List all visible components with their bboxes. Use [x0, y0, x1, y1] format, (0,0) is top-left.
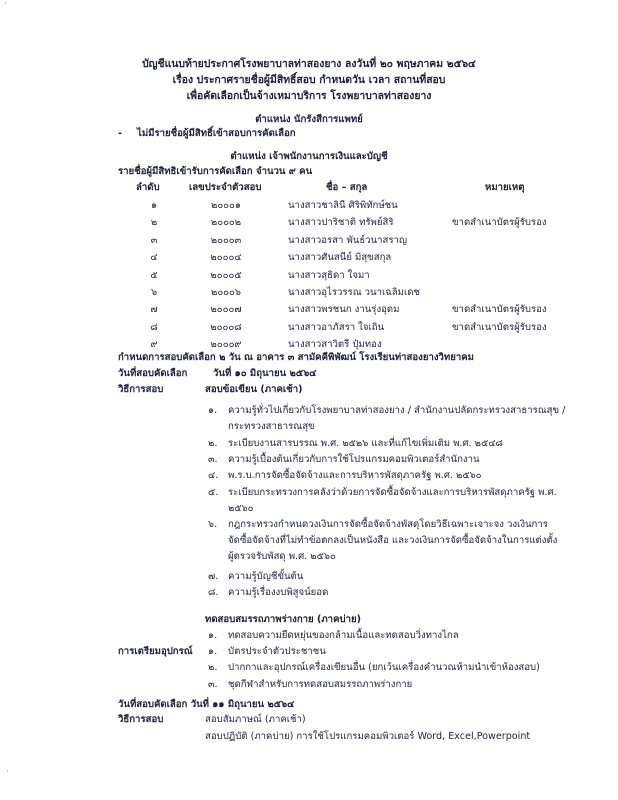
position-2-title: ตำแหน่ง เจ้าพนักงานการเงินและบัญชี — [230, 151, 388, 162]
cell-note: ขาดสำเนาบัตรผู้รับรอง — [452, 322, 547, 333]
cell-id: ๒๐๐๐๘ — [210, 322, 242, 333]
written-item-text: ระเบียบงานสารบรรณ พ.ศ. ๒๕๒๖ และที่แก้ไขเพิ่มเติม พ.ศ. ๒๕๔๘ — [228, 438, 503, 449]
table-row — [0, 286, 618, 299]
table-row — [0, 338, 618, 351]
cell-no: ๑ — [150, 200, 158, 211]
header-line-2: เรื่อง ประกาศรายชื่อผู้มีสิทธิ์สอบ กำหนดวัน เวลา สถานที่สอบ — [172, 74, 446, 86]
cell-id: ๒๐๐๐๑ — [211, 200, 241, 211]
cell-id: ๒๐๐๐๖ — [211, 287, 241, 298]
table-row — [0, 269, 618, 282]
written-item-text: กระทรวงสาธารณสุข — [228, 421, 315, 432]
table-row — [0, 321, 618, 334]
fitness-item-text: ทดสอบความยืดหยุ่นของกล้ามเนื้อและทดสอบวิ่งทางไกล — [228, 630, 459, 641]
position-1-title: ตำแหน่ง นักรังสีการแพทย์ — [255, 114, 363, 125]
cell-no: ๙ — [150, 339, 158, 350]
cell-name: นางสาวพรชนก งานรุ่งอุดม — [288, 304, 400, 315]
cell-name: นางสาวศันสนีย์ มิสุขสกุล — [288, 252, 392, 263]
day-1-label: วันที่สอบคัดเลือก — [118, 368, 188, 379]
cell-id: ๒๐๐๐๔ — [210, 252, 242, 263]
cell-name: นางสาวอาภัสรา ใจเถิน — [288, 322, 385, 333]
written-item-number: ๗. — [208, 571, 219, 582]
written-item-number: ๘. — [208, 587, 219, 598]
written-item-number: ๓. — [208, 454, 218, 465]
position-1-note: ไม่มีรายชื่อผู้มีสิทธิ์เข้าสอบการคัดเลือก — [137, 128, 296, 139]
cell-id: ๒๐๐๐๕ — [210, 270, 242, 281]
table-row — [0, 199, 618, 212]
equipment-item-text: ปากกาและอุปกรณ์เครื่องเขียนอื่น (ยกเว้นเครื่องคำนวณห้ามนำเข้าห้องสอบ) — [228, 662, 540, 673]
cell-no: ๕ — [150, 270, 158, 281]
cell-name: นางสาวอรสา พันธ์วนาสราญ — [288, 235, 408, 246]
written-item-text: ความรู้ทั่วไปเกี่ยวกับโรงพยาบาลท่าสองยาง / สำนักงานปลัดกระทรวงสาธารณสุข / — [228, 405, 566, 416]
written-item-number: ๔. — [208, 470, 219, 481]
column-header-id: เลขประจำตัวสอบ — [189, 182, 262, 193]
written-item-text: ความรู้เรื่องงบพิสูจน์ยอด — [228, 587, 329, 598]
header-line-3: เพื่อคัดเลือกเป็นจ้างเหมาบริการ โรงพยาบาลท่าสองยาง — [186, 90, 432, 102]
table-row — [0, 216, 618, 229]
scan-mark-top-left: ʹ — [4, 2, 7, 13]
written-item-number: ๒. — [208, 438, 218, 449]
equipment-label: การเตรียมอุปกรณ์ — [118, 646, 193, 657]
equipment-item-number: ๒. — [208, 662, 218, 673]
cell-id: ๒๐๐๐๙ — [210, 339, 242, 350]
cell-no: ๒ — [150, 217, 158, 228]
table-row — [0, 251, 618, 264]
candidate-list-title: รายชื่อผู้มีสิทธิเข้ารับการคัดเลือก จำนวน ๙ คน — [118, 166, 313, 177]
cell-no: ๔ — [150, 252, 158, 263]
schedule-venue: กำหนดการสอบคัดเลือก ๒ วัน ณ อาคาร ๓ สามัคคีพิพัฒน์ โรงเรียนท่าสองยางวิทยาคม — [118, 352, 474, 363]
written-item-text: พ.ร.บ.การจัดซื้อจัดจ้างและการบริหารพัสดุภาครัฐ พ.ศ. ๒๕๖๐ — [228, 470, 482, 481]
day-2-label: วันที่สอบคัดเลือก วันที่ ๑๑ มิถุนายน ๒๕๖๔ — [118, 699, 295, 710]
cell-id: ๒๐๐๐๒ — [210, 217, 242, 228]
cell-id: ๒๐๐๐๗ — [210, 304, 242, 315]
cell-note: ขาดสำเนาบัตรผู้รับรอง — [452, 304, 547, 315]
fitness-item-number: ๑. — [208, 630, 218, 641]
scan-mark-bottom-left: ʹ — [6, 770, 9, 781]
cell-id: ๒๐๐๐๓ — [210, 235, 242, 246]
table-row — [0, 303, 618, 316]
equipment-item-number: ๑. — [208, 646, 218, 657]
table-header — [0, 181, 618, 194]
column-header-note: หมายเหตุ — [485, 182, 525, 193]
day-2-method-label: วิธีการสอบ — [118, 714, 164, 725]
equipment-item-number: ๓. — [208, 679, 218, 690]
equipment-item-text: บัตรประจำตัวประชาชน — [228, 646, 326, 657]
day-1-date: วันที่ ๑๐ มิถุนายน ๒๕๖๔ — [213, 368, 317, 379]
fitness-test-title: ทดสอบสมรรถภาพร่างกาย (ภาคบ่าย) — [205, 614, 361, 625]
cell-name: นางสาวปาริชาติ ทรัพย์สิริ — [288, 217, 394, 228]
header-line-1: บัญชีแนบท้ายประกาศโรงพยาบาลท่าสองยาง ลงวันที่ ๒๐ พฤษภาคม ๒๕๖๔ — [142, 58, 476, 70]
cell-name: นางสาวชาลินี ศิริพิทักษ์ชน — [288, 200, 398, 211]
written-item-number: ๕. — [208, 487, 219, 498]
cell-name: นางสาวสาวิตรี ปุ๋มทอง — [288, 339, 382, 350]
table-row — [0, 234, 618, 247]
written-item-text: ความรู้บัญชีขั้นต้น — [228, 571, 304, 582]
equipment-item-text: ชุดกีฬาสำหรับการทดสอบสมรรถภาพร่างกาย — [228, 679, 413, 690]
cell-note: ขาดสำเนาบัตรผู้รับรอง — [452, 217, 547, 228]
column-header-no: ลำดับ — [136, 182, 160, 193]
cell-no: ๓ — [150, 235, 158, 246]
position-1-bullet: - — [118, 128, 122, 139]
cell-no: ๖ — [150, 287, 158, 298]
column-header-name: ชื่อ – สกุล — [326, 182, 368, 193]
cell-no: ๗ — [150, 304, 158, 315]
interview-exam: สอบสัมภาษณ์ (ภาคเช้า) — [205, 714, 306, 725]
cell-name: นางสาวสุธิดา ใจมา — [288, 270, 370, 281]
written-item-number: ๖. — [208, 519, 218, 530]
written-item-text: ความรู้เบื้องต้นเกี่ยวกับการใช้โปรแกรมคอมพิวเตอร์สำนักงาน — [228, 454, 480, 465]
day-1-method-label: วิธีการสอบ — [118, 384, 164, 395]
written-item-text: ผู้ตรวจรับพัสดุ พ.ศ. ๒๕๖๐ — [228, 551, 336, 562]
written-item-number: ๑. — [208, 405, 218, 416]
written-exam-title: สอบข้อเขียน (ภาคเช้า) — [205, 384, 303, 395]
written-item-text: ๒๕๖๐ — [228, 503, 254, 514]
cell-name: นางสาวอุไรวรรณ วนาเฉลิมเดช — [288, 287, 421, 298]
written-item-text: จัดซื้อจัดจ้างที่ไม่ทำข้อตกลงเป็นหนังสือ และวงเงินการจัดซื้อจัดจ้างในการแต่งตั้ง — [228, 535, 558, 546]
cell-no: ๘ — [150, 322, 158, 333]
written-item-text: กฎกระทรวงกำหนดวงเงินการจัดซื้อจัดจ้างพัสดุโดยวิธีเฉพาะเจาะจง วงเงินการ — [228, 519, 548, 530]
practical-exam: สอบปฏิบัติ (ภาคบ่าย) การใช้โปรแกรมคอมพิวเตอร์ Word, Excel,Powerpoint — [205, 731, 531, 742]
written-item-text: ระเบียบกระทรวงการคลังว่าด้วยการจัดซื้อจัดจ้างและการบริหารพัสดุภาครัฐ พ.ศ. — [228, 487, 557, 498]
